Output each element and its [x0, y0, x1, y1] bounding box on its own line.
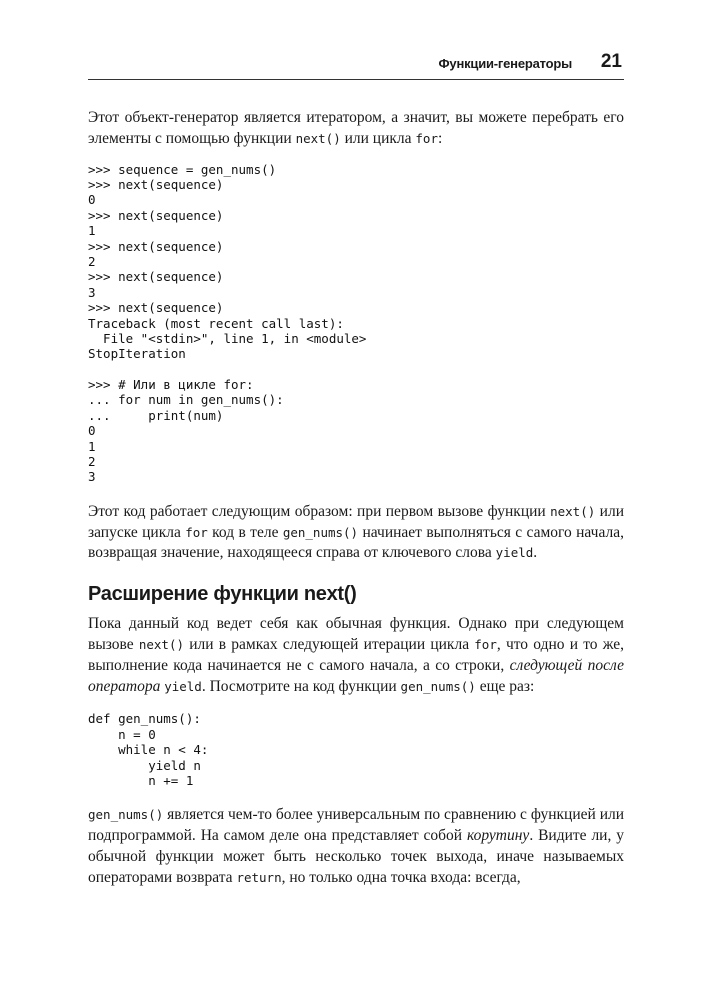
- paragraph-explanation: Этот код работает следующим образом: при первом вызове функции next() или запуске цикла for код в теле gen_nums() начинает выполняться с самого начала, возвращая значение, находящееся справа от ключевого слова yield.: [88, 502, 624, 562]
- code-block-for-loop: >>> # Или в цикле for: ... for num in gen_nums(): ... print(num) 0 1 2 3: [88, 376, 284, 485]
- paragraph-next-extension: Пока данный код ведет себя как обычная функция. Однако при следующем вызове next() или в рамках следующей итерации цикла for, что одно и то же, выполнение кода начинается не с самого начала, а со строки, следующей после оператора yield. Посмотрите на код функции gen_nums() еще раз:: [88, 615, 624, 695]
- paragraph-intro: Этот объект-генератор является итератором, а значит, вы можете перебрать его элементы с помощью функции next() или цикла for:: [88, 109, 624, 147]
- paragraph-coroutine: gen_nums() является чем-то более универсальным по сравнению с функцией или подпрограммой. На самом деле она представляет собой корутину. Видите ли, у обычной функции может быть несколько точек выхода, иначе называемых операторами возврата return, но только одна точка входа: всегда,: [88, 806, 625, 886]
- header-rule: [88, 79, 624, 80]
- page-number: 21: [600, 51, 622, 72]
- page-header: [88, 50, 624, 76]
- code-block-next-calls: >>> sequence = gen_nums() >>> next(sequence) 0 >>> next(sequence) 1 >>> next(sequence) 2 >>> next(sequence) 3 >>> next(sequence) Traceback (most recent call last): File "<stdin>", line 1, in <module> StopIteration: [88, 161, 367, 362]
- code-block-gen-nums: def gen_nums(): n = 0 while n < 4: yield n n += 1: [88, 711, 209, 788]
- running-title: Функции-генераторы: [438, 56, 572, 71]
- section-heading: Расширение функции next(): [88, 583, 357, 606]
- page-body: [88, 108, 624, 889]
